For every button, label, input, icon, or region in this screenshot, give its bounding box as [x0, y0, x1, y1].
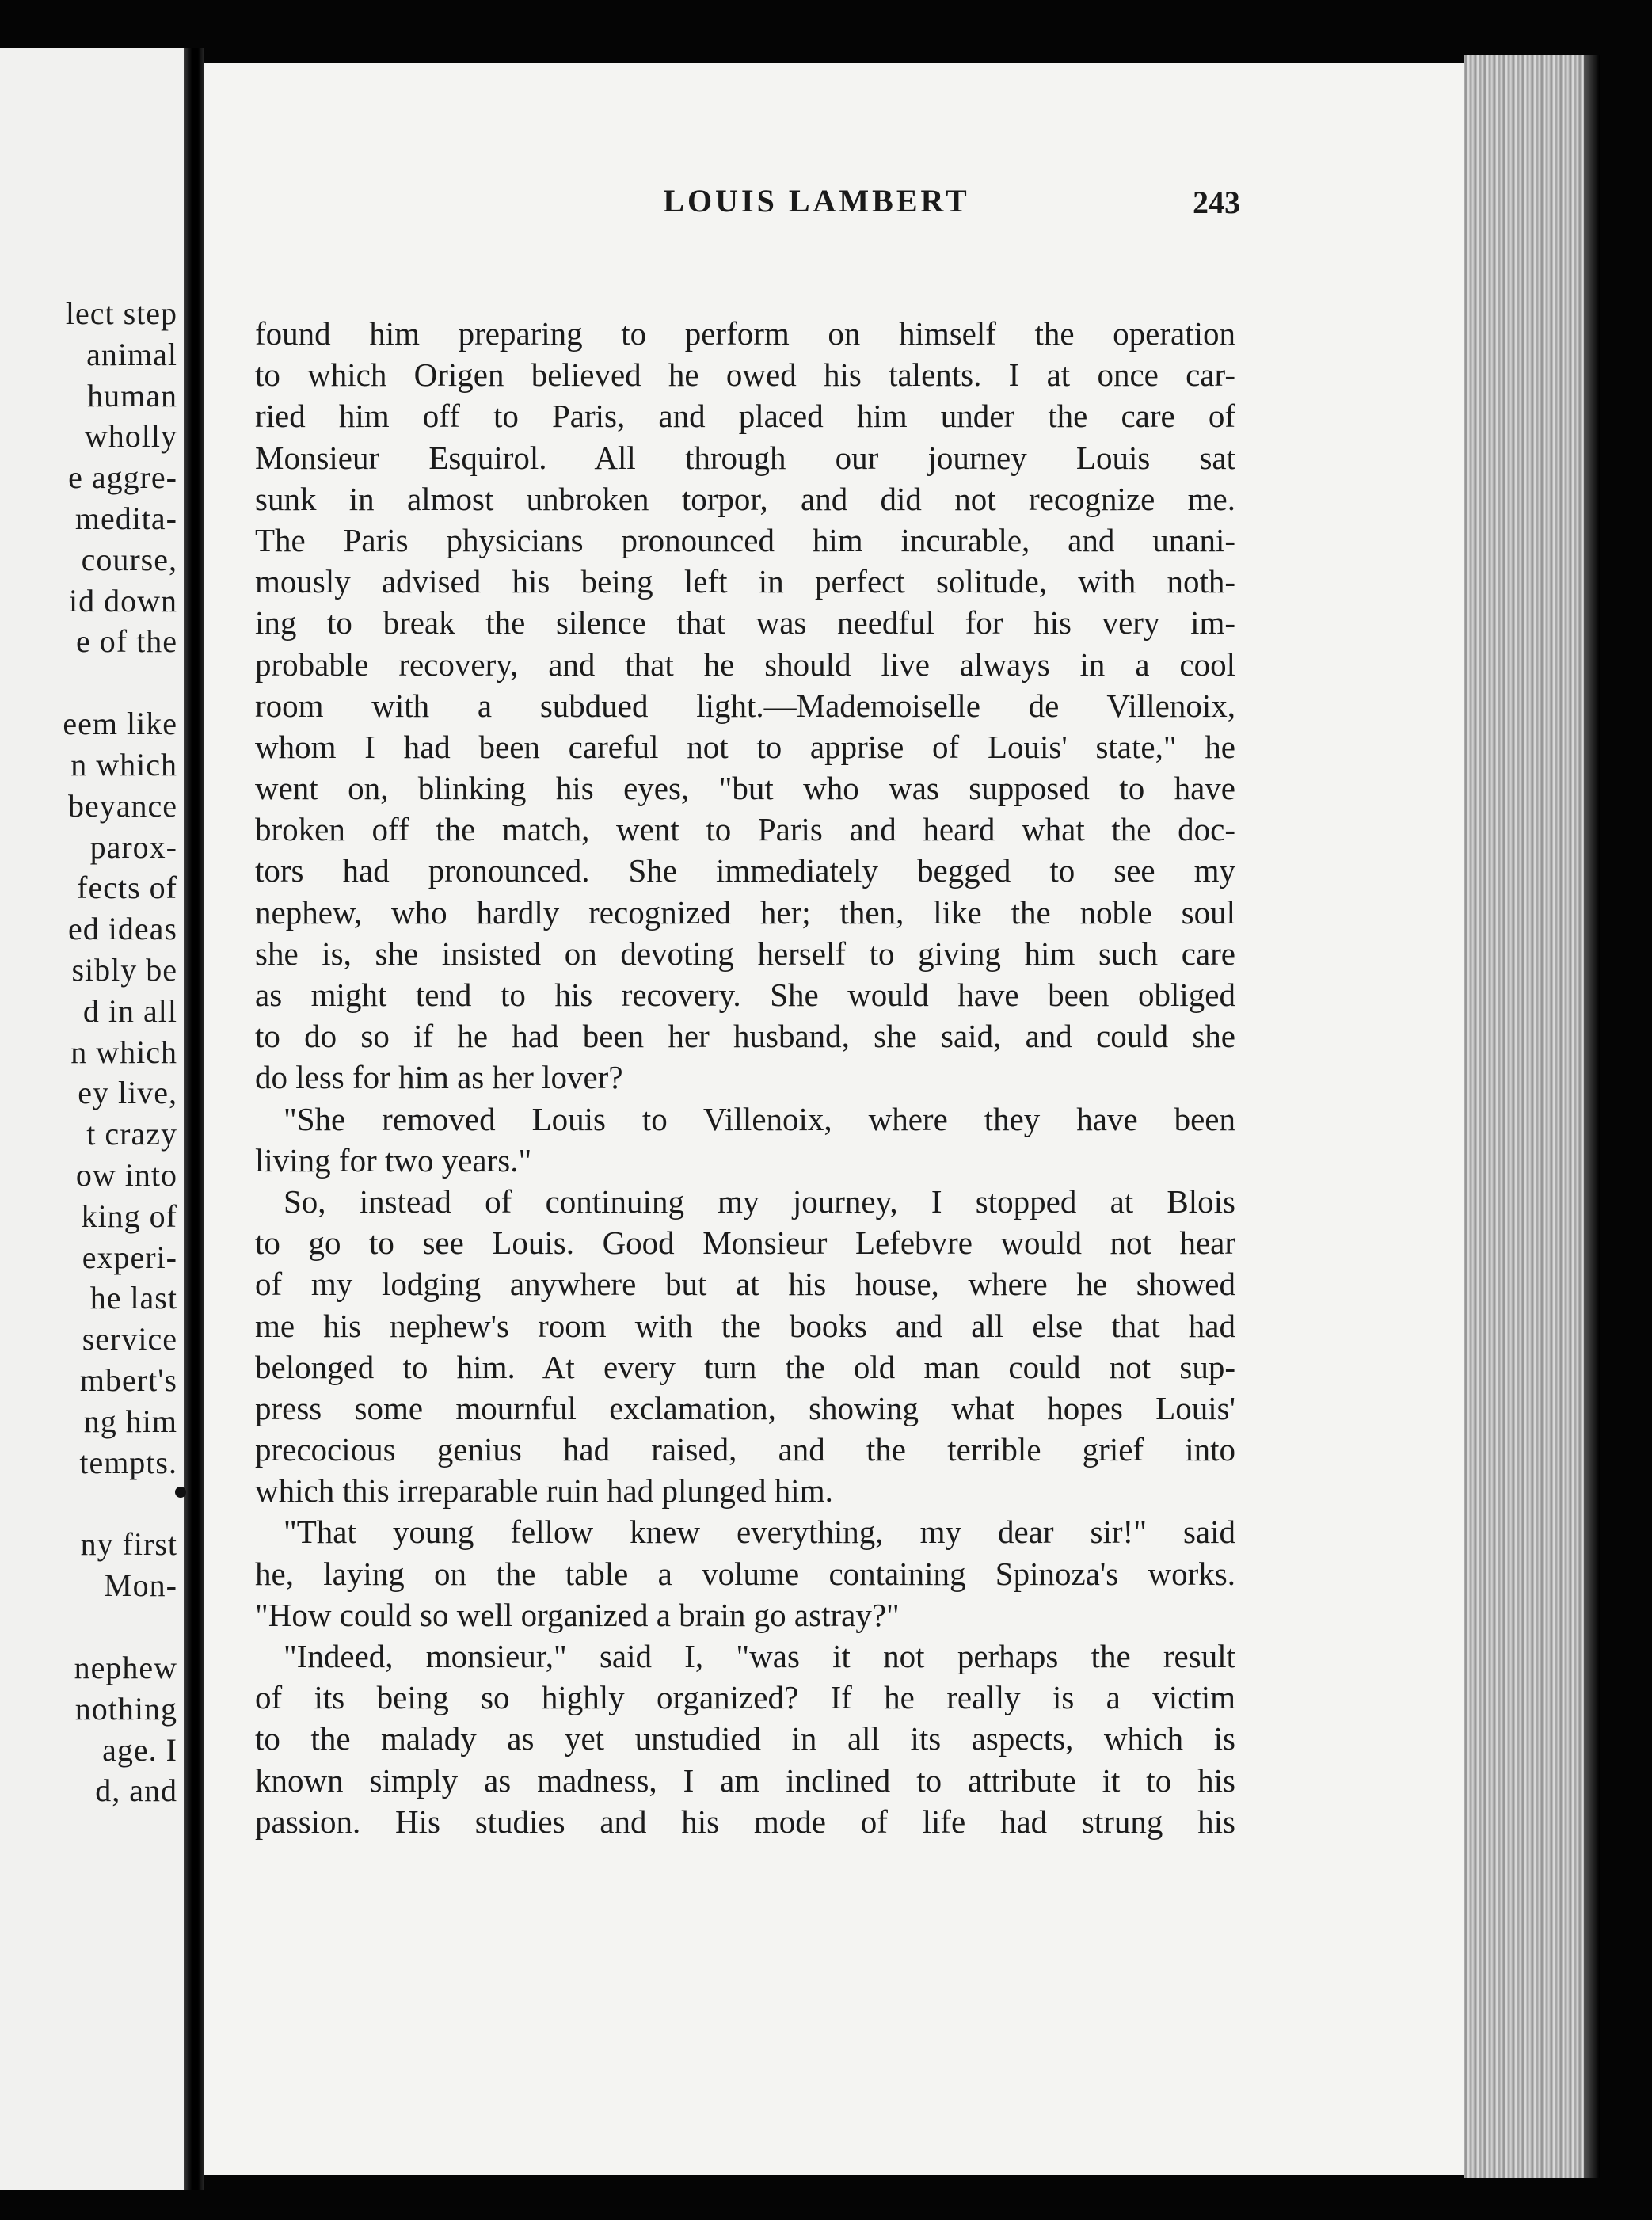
left-page-line: t crazy	[86, 1116, 177, 1152]
text-line: Monsieur Esquirol. All through our journey Louis sat	[255, 439, 1235, 476]
left-page-line: id down	[69, 582, 177, 619]
text-line: "She removed Louis to Villenoix, where they have been	[284, 1100, 1235, 1137]
left-page-line: human	[87, 377, 177, 413]
left-page-line: king of	[81, 1198, 177, 1234]
left-page-line: age. I	[102, 1731, 177, 1768]
text-line: whom I had been careful not to apprise of Louis' state," he	[255, 728, 1235, 765]
text-line: "How could so well organized a brain go astray?"	[255, 1596, 900, 1633]
left-page-line	[0, 662, 177, 703]
text-line: room with a subdued light.—Mademoiselle de Villenoix,	[255, 687, 1235, 724]
left-page-line	[0, 1483, 177, 1524]
left-page-line: nephew	[74, 1649, 177, 1685]
text-line: sunk in almost unbroken torpor, and did not recognize me.	[255, 480, 1235, 517]
left-page-line: mbert's	[79, 1361, 177, 1398]
left-page-line: eem like	[63, 706, 177, 742]
text-line: "That young fellow knew everything, my dear sir!" said	[284, 1514, 1235, 1551]
text-line: The Paris physicians pronounced him incurable, and unani-	[255, 521, 1235, 558]
page-edge-shadow	[1584, 55, 1600, 2178]
body-text	[255, 313, 1235, 1842]
left-page-text	[0, 293, 177, 1811]
left-page-line: ny first	[80, 1526, 177, 1563]
text-line: which this irreparable ruin had plunged him.	[255, 1472, 833, 1510]
left-page-line: animal	[86, 336, 177, 372]
left-page-line: ed ideas	[68, 911, 177, 947]
text-line: of my lodging anywhere but at his house, where he showed	[255, 1266, 1235, 1303]
left-page-line: parox-	[89, 828, 177, 865]
text-line: went on, blinking his eyes, "but who was supposed to have	[255, 770, 1235, 807]
left-page-line: fects of	[77, 870, 177, 906]
text-line: living for two years."	[255, 1141, 532, 1179]
text-line: press some mournful exclamation, showing what hopes Louis'	[255, 1389, 1235, 1426]
left-page-line: lect step	[65, 295, 177, 331]
left-page-line: ng him	[83, 1403, 177, 1439]
text-line: me his nephew's room with the books and all else that had	[255, 1307, 1235, 1344]
text-line: ing to break the silence that was needful for his very im-	[255, 604, 1235, 642]
text-line: do less for him as her lover?	[255, 1059, 623, 1096]
left-page-line: service	[82, 1321, 177, 1358]
text-line: "Indeed, monsieur," said I, "was it not perhaps the result	[284, 1638, 1235, 1674]
text-line: known simply as madness, I am inclined to attribute it to his	[255, 1761, 1235, 1799]
left-page-line: e of the	[76, 623, 177, 660]
text-line: broken off the match, went to Paris and heard what the doc-	[255, 811, 1235, 848]
book-gutter	[184, 48, 204, 2190]
text-line: as might tend to his recovery. She would have been obliged	[255, 977, 1235, 1013]
spine-mark	[175, 1487, 186, 1498]
text-line: belonged to him. At every turn the old man could not sup-	[255, 1348, 1235, 1385]
text-line: to which Origen believed he owed his talents. I at once car-	[255, 356, 1235, 394]
left-page-line: n which	[70, 746, 177, 783]
left-page-line: nothing	[74, 1690, 177, 1727]
left-page-line: beyance	[67, 787, 177, 824]
left-page-line: e aggre-	[68, 459, 177, 496]
text-line: to do so if he had been her husband, she said, and could she	[255, 1018, 1235, 1055]
left-page-line: wholly	[84, 418, 177, 455]
left-page-line: course,	[81, 541, 177, 577]
left-page-line: Mon-	[104, 1567, 177, 1604]
text-line: mously advised his being left in perfect solitude, with noth-	[255, 563, 1235, 600]
text-line: probable recovery, and that he should live always in a cool	[255, 645, 1235, 683]
left-page-line	[0, 1606, 177, 1647]
text-line: passion. His studies and his mode of life had strung his	[255, 1803, 1235, 1840]
left-facing-page	[0, 48, 184, 2190]
text-line: found him preparing to perform on himself the operation	[255, 315, 1235, 352]
text-line: So, instead of continuing my journey, I stopped at Blois	[284, 1182, 1235, 1220]
text-line: she is, she insisted on devoting herself to giving him such care	[255, 935, 1235, 972]
text-line: to the malady as yet unstudied in all its aspects, which is	[255, 1720, 1235, 1757]
left-page-line: medita-	[74, 500, 177, 536]
running-head	[393, 182, 1240, 230]
page-number: 243	[1193, 185, 1240, 220]
left-page-line: d, and	[95, 1773, 177, 1809]
left-page-line: tempts.	[79, 1444, 177, 1480]
text-line: ried him off to Paris, and placed him under the care of	[255, 398, 1235, 435]
left-page-line: ow into	[75, 1156, 177, 1193]
page-title: LOUIS LAMBERT	[663, 183, 970, 219]
text-line: of its being so highly organized? If he really is a victim	[255, 1679, 1235, 1716]
left-page-line: d in all	[82, 992, 177, 1029]
page-edges	[1464, 55, 1584, 2178]
left-page-line: n which	[70, 1034, 177, 1070]
text-line: nephew, who hardly recognized her; then, like the noble soul	[255, 893, 1235, 931]
left-page-line: ey live,	[78, 1075, 177, 1111]
left-page-line: experi-	[82, 1239, 177, 1275]
left-page-line: sibly be	[71, 951, 177, 988]
text-line: to go to see Louis. Good Monsieur Lefebvre would not hear	[255, 1224, 1235, 1262]
left-page-line: he last	[89, 1280, 177, 1316]
text-line: precocious genius had raised, and the terrible grief into	[255, 1431, 1235, 1468]
text-line: tors had pronounced. She immediately begged to see my	[255, 852, 1235, 889]
text-line: he, laying on the table a volume containing Spinoza's works.	[255, 1555, 1235, 1592]
